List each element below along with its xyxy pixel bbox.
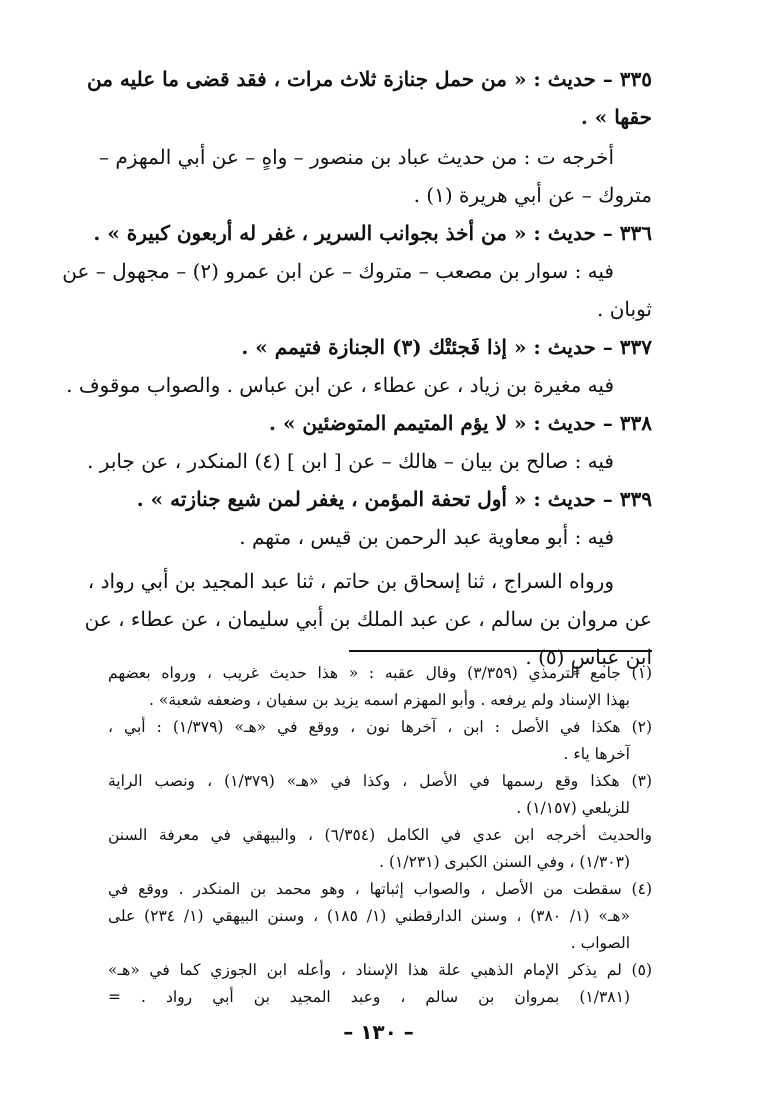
footnote-1-line-2: بهذا الإسناد ولم يرفعه . وأبو المهزم اسمه يزيد بن سفيان ، وضعفه شعبة» .: [149, 691, 630, 709]
hadith-339-comment-2: ورواه السراج ، ثنا إسحاق بن حاتم ، ثنا عبد المجيد بن أبي رواد ،: [87, 569, 614, 593]
hadith-336-line-1: ٣٣٦ – حديث : « من أخذ بجوانب السرير ، غفر له أربعون كبيرة » .: [93, 221, 652, 245]
hadith-339-comment-4: ابن عباسٍ (٥) .: [525, 645, 652, 669]
footnote-2-line-1: (٢) هكذا في الأصل : ابن ، آخرها نون ، ووقع في «هـ» (١/٣٧٩) : أبي ،: [108, 718, 653, 736]
main-text: [62, 60, 652, 676]
footnotes: [108, 660, 652, 1011]
hadith-337-comment-1: فيه مغيرة بن زياد ، عن عطاء ، عن ابن عباس . والصواب موقوف .: [66, 373, 614, 397]
hadith-335-line-2: حقها » .: [580, 105, 652, 129]
hadith-336-comment-2: ثوبان .: [597, 297, 652, 321]
hadith-338-line-1: ٣٣٨ – حديث : « لا يؤم المتيمم المتوضئين » .: [269, 411, 652, 435]
hadith-335-comment-2: متروك – عن أبي هريرة (١) .: [413, 183, 652, 207]
footnote-4-line-2: «هـ» (١/ ٣٨٠) ، وسنن الدارقطني (١/ ١٨٥) ، وسنن البيهقي (١/ ٢٣٤) على: [108, 907, 630, 925]
footnote-4-line-1: (٤) سقطت من الأصل ، والصواب إثباتها ، وهو محمد بن المنكدر . ووقع في: [108, 880, 652, 898]
footnote-2-line-2: آخرها ياء .: [563, 745, 630, 763]
footnote-3-line-4: (١/٣٠٣) ، وفي السنن الكبرى (١/٢٣١) .: [379, 853, 630, 871]
hadith-336-comment-1: فيه : سوار بن مصعب – متروك – عن ابن عمرو (٢) – مجهول – عن: [62, 259, 614, 283]
hadith-339-comment-1: فيه : أبو معاوية عبد الرحمن بن قيس ، متهم .: [239, 525, 614, 549]
footnote-1-line-1: (١) جامع الترمذي (٣/٣٥٩) وقال عقبه : « هذا حديث غريب ، ورواه بعضهم: [108, 664, 652, 682]
page-number: – ١٣٠ –: [343, 1020, 414, 1044]
footnote-5-line-1: (٥) لم يذكر الإمام الذهبي علة هذا الإسناد ، وأعله ابن الجوزي كما في «هـ»: [108, 961, 652, 979]
hadith-338-comment-1: فيه : صالح بن بيان – هالك – عن [ ابن ] (٤) المنكدر ، عن جابر .: [87, 449, 614, 473]
hadith-339-comment-3: عن مروان بن سالم ، عن عبد الملك بن أبي سليمان ، عن عطاء ، عن: [84, 607, 652, 631]
hadith-337-line-1: ٣٣٧ – حديث : « إذا فَجئتْك (٣) الجنازة فتيمم » .: [241, 335, 652, 359]
footnote-4-line-3: الصواب .: [570, 934, 630, 952]
hadith-339-line-1: ٣٣٩ – حديث : « أول تحفة المؤمن ، يغفر لمن شيع جنازته » .: [136, 487, 652, 511]
footnote-3-line-2: للزيلعي (١/١٥٧) .: [516, 799, 630, 817]
hadith-335-line-1: ٣٣٥ – حديث : « من حمل جنازة ثلاث مرات ، فقد قضى ما عليه من: [87, 67, 652, 91]
hadith-335-comment-1: أخرجه ت : من حديث عباد بن منصور – واهٍ – عن أبي المهزم –: [99, 145, 614, 169]
footnote-3-line-3: والحديث أخرجه ابن عدي في الكامل (٦/٣٥٤) ، والبيهقي في معرفة السنن: [108, 826, 653, 844]
footnote-separator: [349, 650, 652, 652]
footnote-5-line-2: (١/٣٨١) بمروان بن سالم ، وعبد المجيد بن أبي رواد . =: [108, 988, 630, 1006]
footnote-3-line-1: (٣) هكذا وقع رسمها في الأصل ، وكذا في «هـ» (١/٣٧٩) ، ونصب الراية: [108, 772, 652, 790]
